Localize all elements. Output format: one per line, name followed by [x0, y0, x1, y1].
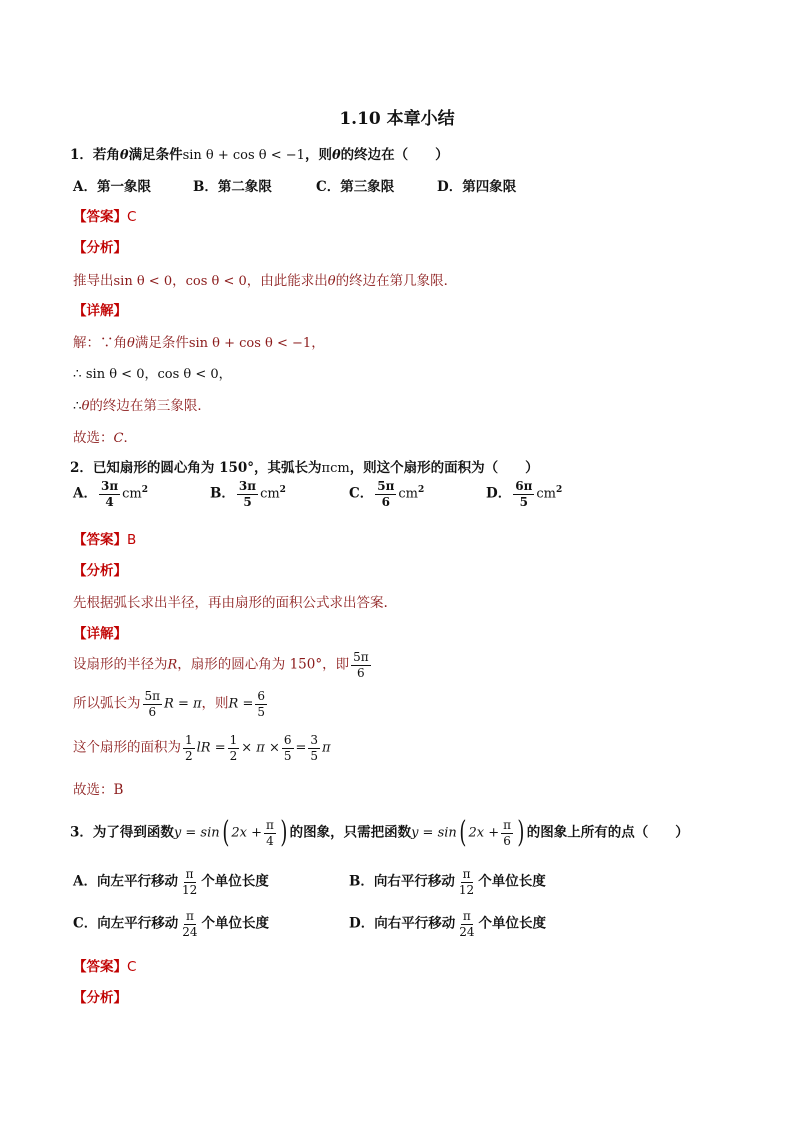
q3-answer: 【答案】C: [73, 959, 137, 975]
q2-choose: 故选：B: [73, 782, 124, 798]
question-2-stem: 2．已知扇形的圆心角为 150°，其弧长为πcm，则这个扇形的面积为（ ）: [70, 460, 539, 476]
q1-detail-line3: ∴θ的终边在第三象限．: [73, 398, 211, 414]
q2-option-a: A． $\frac{3\pi}{4}$ $cm^2$: [73, 479, 148, 509]
q1-choose: 故选：C．: [73, 430, 137, 446]
q2-detail-line1: 设扇形的半径为R，扇形的圆心角为 150°，即 $\frac{5\pi}{6}$: [73, 650, 369, 680]
q1-detail-line2: ∴ sin θ < 0，cos θ < 0，: [73, 366, 232, 382]
q2-option-b: B． $\frac{3\pi}{5}$ $cm^2$: [210, 479, 286, 509]
q3-option-b: B．向右平行移动 $\frac{\pi}{12}$ 个单位长度: [349, 867, 546, 897]
q2-option-d: D． $\frac{6\pi}{5}$ $cm^2$: [486, 479, 563, 509]
question-1-stem: 1．若角θ满足条件sin θ + cos θ < −1，则θ的终边在（ ）: [70, 147, 449, 163]
q1-option-d: D．第四象限: [437, 179, 517, 195]
q2-analysis-text: 先根据弧长求出半径，再由扇形的面积公式求出答案.: [73, 595, 388, 611]
q2-detail-line2: 所以弧长为 $\frac{5\pi}{6}$ R = π，则R = $\frac{6}{5}$: [73, 689, 265, 719]
q3-option-d: D．向右平行移动 $\frac{\pi}{24}$ 个单位长度: [349, 909, 546, 939]
q1-detail-tag: 【详解】: [73, 303, 127, 319]
q2-detail-tag: 【详解】: [73, 626, 127, 642]
q3-option-a: A．向左平行移动 $\frac{\pi}{12}$ 个单位长度: [73, 867, 269, 897]
q3-analysis-tag: 【分析】: [73, 990, 127, 1006]
q2-detail-line3: 这个扇形的面积为 $\frac{1}{2}$ lR = $\frac{1}{2}$ × π × $\frac{6}{5}$ = $\frac{3}{5}$ π: [73, 733, 331, 763]
q1-answer: 【答案】C: [73, 209, 137, 225]
q2-answer: 【答案】B: [73, 532, 137, 548]
q1-detail-line1: 解：∵角θ满足条件sin θ + cos θ < −1，: [73, 335, 325, 351]
q1-option-a: A．第一象限: [73, 179, 151, 195]
q1-analysis-tag: 【分析】: [73, 240, 127, 256]
q2-option-c: C． $\frac{5\pi}{6}$ $cm^2$: [349, 479, 425, 509]
q1-option-b: B．第二象限: [193, 179, 272, 195]
q1-option-c: C．第三象限: [316, 179, 395, 195]
question-3-stem: 3．为了得到函数y = sin( 2x + $\frac{\pi}{4}$ ) 的图象，只需把函数y = sin( 2x + $\frac{\pi}{6}$ ) 的图象上所有的点（ ）: [70, 815, 689, 850]
q3-option-c: C．向左平行移动 $\frac{\pi}{24}$ 个单位长度: [73, 909, 270, 939]
q1-analysis-text: 推导出sin θ < 0，cos θ < 0，由此能求出θ的终边在第几象限．: [73, 273, 458, 289]
section-title: 1.10 本章小结: [339, 109, 455, 129]
q2-analysis-tag: 【分析】: [73, 563, 127, 579]
